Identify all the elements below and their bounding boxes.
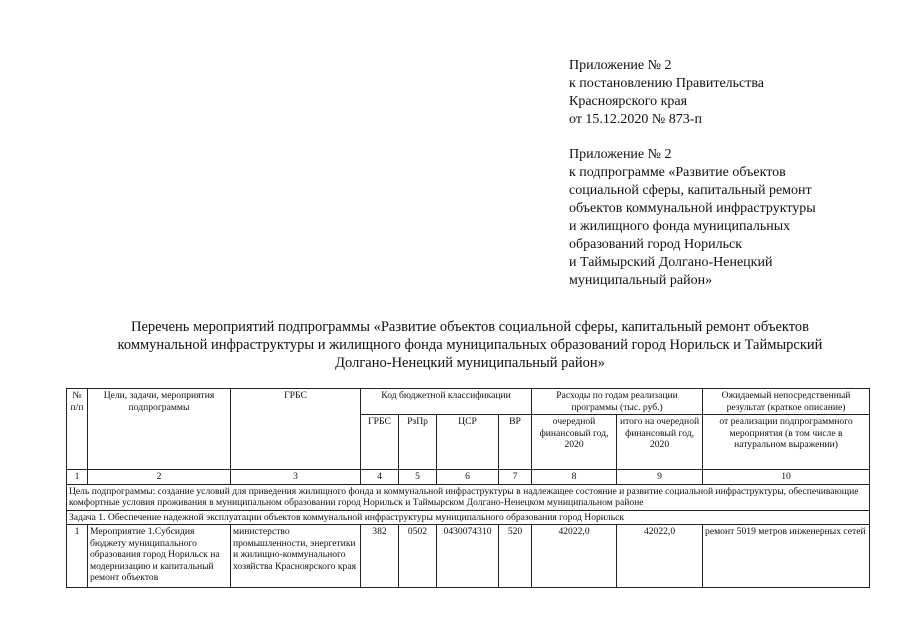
- subheader-csr: ЦСР: [437, 415, 499, 470]
- appendix-line: образований город Норильск: [569, 237, 743, 252]
- appendix-line: объектов коммунальной инфраструктуры: [569, 201, 816, 216]
- subheader-total: итого на очередной финансовый год, 2020: [617, 415, 703, 470]
- table-row: [67, 525, 870, 588]
- appendix-subprogram: [569, 146, 816, 290]
- col-number: 8: [532, 470, 617, 485]
- appendix-line: муниципальный район»: [569, 273, 713, 288]
- appendix-line: Приложение № 2: [569, 147, 672, 162]
- subheader-vr: ВР: [499, 415, 532, 470]
- subheader-result: от реализации подпрограммного мероприятия (в том числе в натуральном выражении): [703, 415, 870, 470]
- col-number: 4: [361, 470, 399, 485]
- col-number: 3: [231, 470, 361, 485]
- title-line: коммунальной инфраструктуры и жилищного фонда муниципальных образований город Норильск и Таймырский: [117, 337, 823, 353]
- row-total: 42022,0: [617, 525, 703, 588]
- row-activity-name: Мероприятие 1.Субсидия бюджету муниципального образования город Норильск на модернизацию и капитальный ремонт объектов: [88, 525, 231, 588]
- subheader-grbs: ГРБС: [361, 415, 399, 470]
- appendix-line: от 15.12.2020 № 873-п: [569, 112, 702, 127]
- col-number: 5: [399, 470, 437, 485]
- row-amount: 42022,0: [532, 525, 617, 588]
- header-num: № п/п: [67, 389, 88, 470]
- title-line: Долгано-Ненецкий муниципальный район»: [335, 355, 605, 371]
- appendix-line: и Таймырский Долгано-Ненецкий: [569, 255, 773, 270]
- appendix-line: к постановлению Правительства: [569, 76, 765, 91]
- row-num: 1: [67, 525, 88, 588]
- title-line: Перечень мероприятий подпрограммы «Развитие объектов социальной сферы, капитальный ремонт объектов: [131, 319, 809, 335]
- header-result: Ожидаемый непосредственный результат (краткое описание): [703, 389, 870, 415]
- appendix-line: к подпрограмме «Развитие объектов: [569, 165, 786, 180]
- task-row: [67, 510, 870, 525]
- appendix-government-decree: [569, 57, 764, 129]
- appendix-line: Приложение № 2: [569, 58, 672, 73]
- goal-row: [67, 484, 870, 510]
- row-vr: 520: [499, 525, 532, 588]
- subprogram-goal: Цель подпрограммы: создание условий для приведения жилищного фонда и коммунальной инфраструктуры в надлежащее состояние и развитие социальной инфраструктуры, обеспечивающие комфортные условия проживания в муниципальном образовании город Норильск и Таймырском Долгано-Ненецком муниципальном районе: [67, 484, 870, 510]
- header-expenses: Расходы по годам реализации программы (тыс. руб.): [532, 389, 703, 415]
- header-budget-code: Код бюджетной классификации: [361, 389, 532, 415]
- col-number: 2: [88, 470, 231, 485]
- row-grbs-code: 382: [361, 525, 399, 588]
- col-number: 7: [499, 470, 532, 485]
- column-number-row: [67, 470, 870, 485]
- appendix-line: и жилищного фонда муниципальных: [569, 219, 791, 234]
- row-grbs-name: министерство промышленности, энергетики и жилищно-коммунального хозяйства Красноярского края: [231, 525, 361, 588]
- subheader-next-year: очередной финансовый год, 2020: [532, 415, 617, 470]
- document-title: [60, 318, 880, 372]
- header-goals: Цели, задачи, мероприятия подпрограммы: [88, 389, 231, 470]
- row-rzpr: 0502: [399, 525, 437, 588]
- col-number: 10: [703, 470, 870, 485]
- row-result: ремонт 5019 метров инженерных сетей: [703, 525, 870, 588]
- task-1: Задача 1. Обеспечение надежной эксплуатации объектов коммунальной инфраструктуры муниципального образования город Норильск: [67, 510, 870, 525]
- subheader-rzpr: РзПр: [399, 415, 437, 470]
- appendix-line: социальной сферы, капитальный ремонт: [569, 183, 812, 198]
- col-number: 6: [437, 470, 499, 485]
- col-number: 1: [67, 470, 88, 485]
- appendix-line: Красноярского края: [569, 94, 688, 109]
- col-number: 9: [617, 470, 703, 485]
- header-grbs: ГРБС: [231, 389, 361, 470]
- row-csr: 0430074310: [437, 525, 499, 588]
- activities-table: [66, 388, 870, 588]
- header-row: [67, 389, 870, 415]
